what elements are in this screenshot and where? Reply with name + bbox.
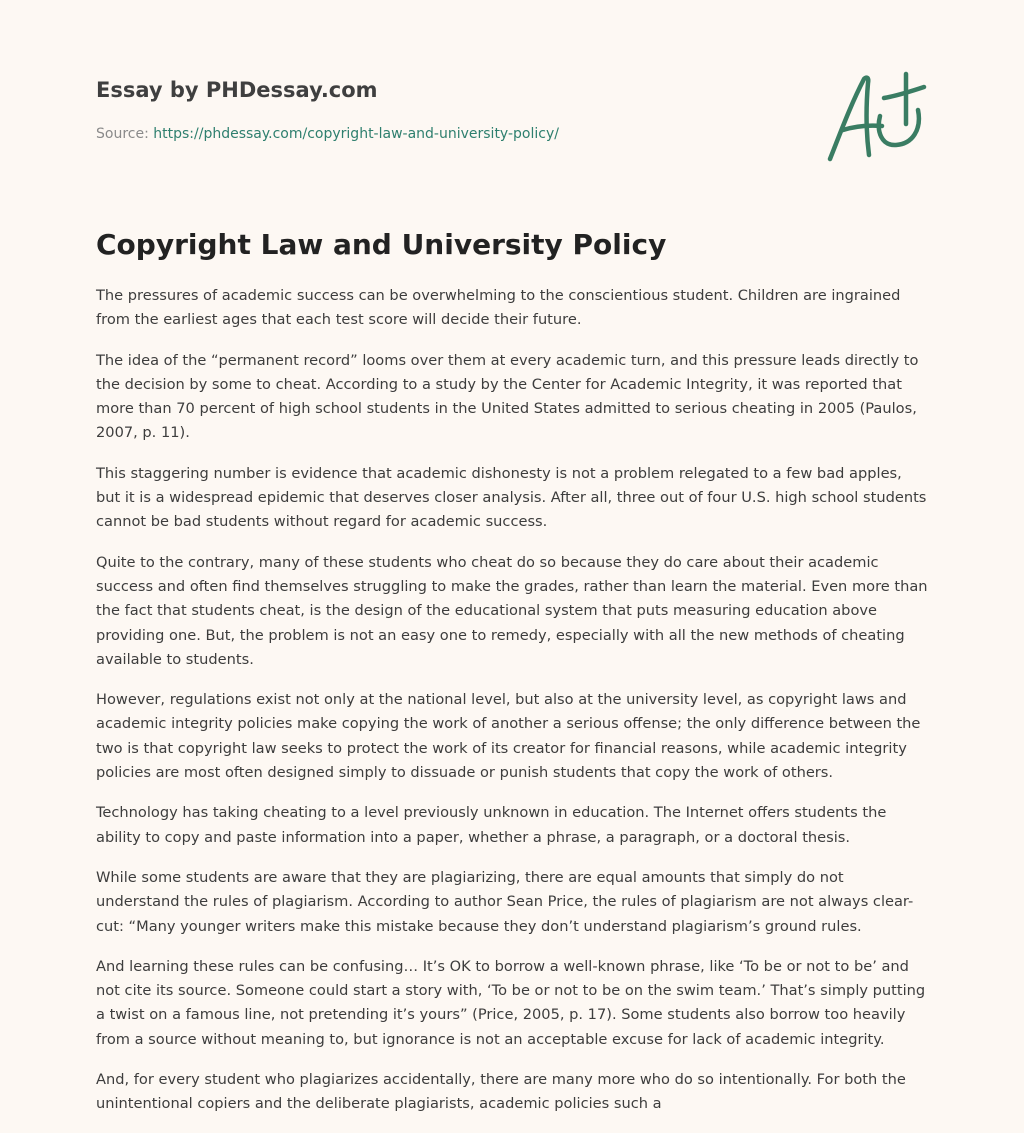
paragraph: While some students are aware that they are plagiarizing, there are equal amounts that simply do not understand the rules of plagiarism. According to author Sean Price, the rules of plagiarism are not always clear-cut: “Many younger writers make this mistake because they don’t understand plagiarism’s ground rules. [96,868,914,935]
paragraph: And learning these rules can be confusing… It’s OK to borrow a well-known phrase, like ‘To be or not to be’ and not cite its source. Someone could start a story with, ‘To be or not to be on the swim team.’ That’s simply putting a twist on a famous line, not pretending it’s yours” (Price, 2005, p. 17). Some students also borrow too heavily from a source without meaning to, but ignorance is not an acceptable excuse for lack of academic integrity. [96,957,926,1048]
paragraph: The idea of the “permanent record” looms over them at every academic turn, and this pressure leads directly to the decision by some to cheat. According to a study by the Center for Academic Integrity, it was reported that more than 70 percent of high school students in the United States admitted to serious cheating in 2005 (Paulos, 2007, p. 11). [96,351,919,442]
site-brand: Essay by PHDessay.com [96,78,378,102]
article-body [96,284,930,1133]
paragraph: This staggering number is evidence that academic dishonesty is not a problem relegated to a few bad apples, but it is a widespread epidemic that deserves closer analysis. After all, three out of four U.S. high school students cannot be bad students without regard for academic success. [96,464,927,531]
source-link[interactable]: https://phdessay.com/copyright-law-and-university-policy/ [153,126,559,142]
page-header [96,76,796,144]
paragraph: However, regulations exist not only at the national level, but also at the university level, as copyright laws and academic integrity policies make copying the work of another a serious offense; the only difference between the two is that copyright law seeks to protect the work of its creator for financial reasons, while academic integrity policies are most often designed simply to dissuade or punish students that copy the work of others. [96,691,921,782]
article-title: Copyright Law and University Policy [96,228,667,261]
paragraph: The pressures of academic success can be overwhelming to the conscientious student. Children are ingrained from the earliest ages that each test score will decide their future. [96,287,901,329]
paragraph: And, for every student who plagiarizes accidentally, there are many more who do so intentionally. For both the unintentional copiers and the deliberate plagiarists, academic policies such a [96,1071,906,1113]
source-line [96,124,796,144]
a-plus-grade-icon [820,66,930,166]
paragraph: Quite to the contrary, many of these students who cheat do so because they do care about their academic success and often find themselves struggling to make the grades, rather than learn the material. Even more than the fact that students cheat, is the design of the educational system that puts measuring education above providing one. But, the problem is not an easy one to remedy, especially with all the new methods of cheating available to students. [96,553,928,668]
paragraph: Technology has taking cheating to a level previously unknown in education. The Internet offers students the ability to copy and paste information into a paper, whether a phrase, a paragraph, or a doctoral thesis. [96,804,887,846]
source-label: Source: [96,126,149,142]
